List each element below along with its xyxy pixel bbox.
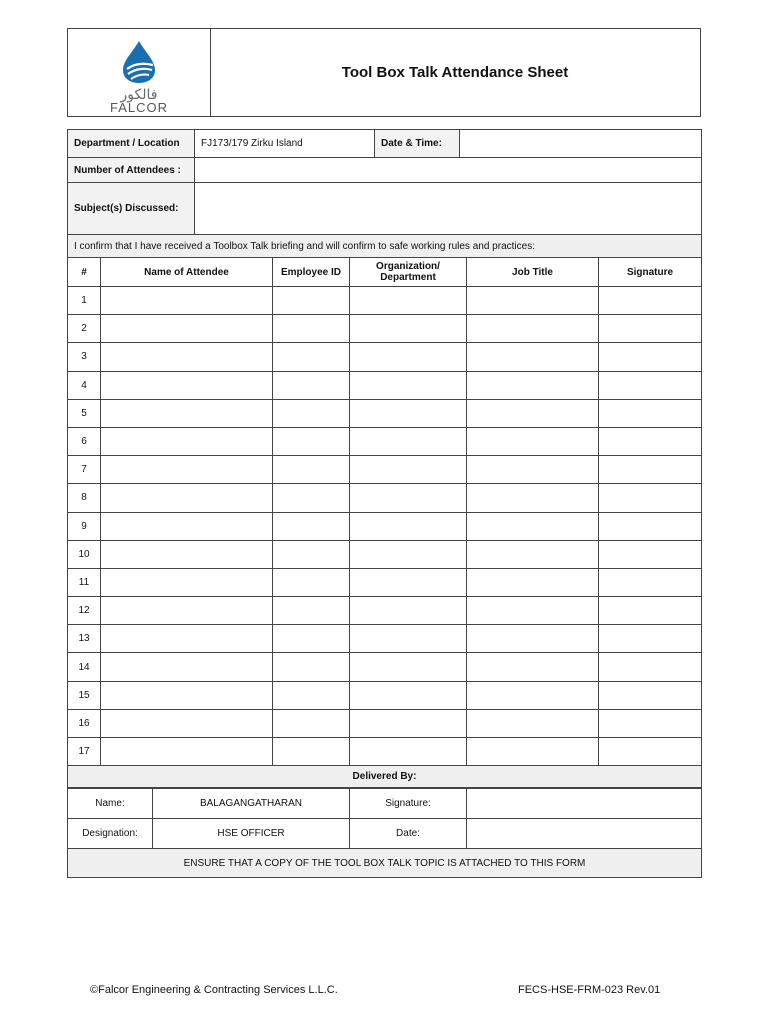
signature-cell[interactable]: [599, 681, 702, 709]
row-number: 11: [68, 568, 101, 596]
column-header: Signature: [599, 258, 702, 287]
organization-cell[interactable]: [350, 315, 467, 343]
job-title-cell[interactable]: [467, 315, 599, 343]
organization-cell[interactable]: [350, 540, 467, 568]
logo-text: FALCOR: [109, 100, 168, 115]
name-cell[interactable]: [101, 512, 273, 540]
table-row: [68, 738, 702, 766]
name-cell[interactable]: [101, 287, 273, 315]
table-row: [68, 371, 702, 399]
column-header: #: [68, 258, 101, 287]
employee-id-cell[interactable]: [273, 625, 350, 653]
job-title-cell[interactable]: [467, 597, 599, 625]
employee-id-cell[interactable]: [273, 287, 350, 315]
table-row: [68, 427, 702, 455]
organization-cell[interactable]: [350, 484, 467, 512]
organization-cell[interactable]: [350, 512, 467, 540]
row-number: 1: [68, 287, 101, 315]
job-title-cell[interactable]: [467, 681, 599, 709]
organization-cell[interactable]: [350, 427, 467, 455]
employee-id-cell[interactable]: [273, 540, 350, 568]
signature-label: Signature:: [350, 789, 467, 819]
table-row: [68, 681, 702, 709]
row-number: 17: [68, 738, 101, 766]
confirmation-statement: I confirm that I have received a Toolbox Talk briefing and will confirm to safe working rules and practices:: [68, 235, 702, 258]
row-number: 9: [68, 512, 101, 540]
logo-cell: [68, 29, 211, 116]
falcor-drop-icon: [119, 39, 159, 85]
table-row: [68, 653, 702, 681]
row-number: 6: [68, 427, 101, 455]
table-row: [68, 484, 702, 512]
employee-id-cell[interactable]: [273, 315, 350, 343]
subjects-field[interactable]: [195, 183, 702, 235]
row-number: 5: [68, 399, 101, 427]
employee-id-cell[interactable]: [273, 371, 350, 399]
organization-cell[interactable]: [350, 287, 467, 315]
employee-id-cell[interactable]: [273, 512, 350, 540]
column-header: Employee ID: [273, 258, 350, 287]
signature-cell[interactable]: [599, 427, 702, 455]
job-title-cell[interactable]: [467, 738, 599, 766]
signature-cell[interactable]: [599, 484, 702, 512]
job-title-cell[interactable]: [467, 568, 599, 596]
signature-cell[interactable]: [599, 709, 702, 737]
job-title-cell[interactable]: [467, 399, 599, 427]
date-time-field[interactable]: [460, 130, 702, 158]
row-number: 7: [68, 456, 101, 484]
employee-id-cell[interactable]: [273, 709, 350, 737]
attendees-field[interactable]: [195, 158, 702, 183]
signature-cell[interactable]: [599, 287, 702, 315]
job-title-cell[interactable]: [467, 625, 599, 653]
date-label: Date:: [350, 819, 467, 849]
name-cell[interactable]: [101, 484, 273, 512]
employee-id-cell[interactable]: [273, 597, 350, 625]
signature-cell[interactable]: [599, 597, 702, 625]
table-row: [68, 597, 702, 625]
name-cell[interactable]: [101, 315, 273, 343]
organization-cell[interactable]: [350, 456, 467, 484]
page-title: Tool Box Talk Attendance Sheet: [341, 64, 569, 81]
row-number: 14: [68, 653, 101, 681]
organization-cell[interactable]: [350, 681, 467, 709]
table-row: [68, 568, 702, 596]
name-cell[interactable]: [101, 343, 273, 371]
signature-cell[interactable]: [599, 738, 702, 766]
signature-cell[interactable]: [599, 625, 702, 653]
row-number: 15: [68, 681, 101, 709]
delivered-by-table: [67, 788, 702, 878]
delivered-by-header: Delivered By:: [68, 766, 702, 788]
designation-field[interactable]: HSE OFFICER: [153, 819, 350, 849]
table-row: [68, 456, 702, 484]
attendees-label: Number of Attendees :: [68, 158, 195, 183]
name-label: Name:: [68, 789, 153, 819]
table-row: [68, 399, 702, 427]
organization-cell[interactable]: [350, 343, 467, 371]
organization-cell[interactable]: [350, 738, 467, 766]
form-header: [67, 28, 701, 117]
name-cell[interactable]: [101, 371, 273, 399]
footer-form-code: FECS-HSE-FRM-023 Rev.01: [518, 984, 661, 996]
name-cell[interactable]: [101, 456, 273, 484]
date-field[interactable]: [467, 819, 702, 849]
job-title-cell[interactable]: [467, 512, 599, 540]
table-row: [68, 287, 702, 315]
employee-id-cell[interactable]: [273, 738, 350, 766]
row-number: 10: [68, 540, 101, 568]
signature-field[interactable]: [467, 789, 702, 819]
signature-cell[interactable]: [599, 512, 702, 540]
row-number: 16: [68, 709, 101, 737]
department-field[interactable]: FJ173/179 Zirku Island: [195, 130, 375, 158]
attendance-table: [67, 257, 702, 788]
logo-arabic-text: فالكور: [120, 86, 158, 102]
organization-cell[interactable]: [350, 625, 467, 653]
info-table: [67, 129, 702, 258]
column-header: Job Title: [467, 258, 599, 287]
employee-id-cell[interactable]: [273, 653, 350, 681]
employee-id-cell[interactable]: [273, 456, 350, 484]
row-number: 3: [68, 343, 101, 371]
signature-cell[interactable]: [599, 343, 702, 371]
organization-cell[interactable]: [350, 597, 467, 625]
organization-cell[interactable]: [350, 653, 467, 681]
organization-cell[interactable]: [350, 568, 467, 596]
attachment-notice: ENSURE THAT A COPY OF THE TOOL BOX TALK TOPIC IS ATTACHED TO THIS FORM: [68, 849, 702, 878]
name-cell[interactable]: [101, 568, 273, 596]
signature-cell[interactable]: [599, 540, 702, 568]
name-cell[interactable]: [101, 597, 273, 625]
signature-cell[interactable]: [599, 399, 702, 427]
designation-label: Designation:: [68, 819, 153, 849]
table-row: [68, 343, 702, 371]
organization-cell[interactable]: [350, 371, 467, 399]
signature-cell[interactable]: [599, 568, 702, 596]
name-field[interactable]: BALAGANGATHARAN: [153, 789, 350, 819]
table-row: [68, 540, 702, 568]
table-header-row: [68, 258, 702, 287]
job-title-cell[interactable]: [467, 287, 599, 315]
job-title-cell[interactable]: [467, 540, 599, 568]
employee-id-cell[interactable]: [273, 484, 350, 512]
signature-cell[interactable]: [599, 653, 702, 681]
employee-id-cell[interactable]: [273, 427, 350, 455]
date-time-label: Date & Time:: [375, 130, 460, 158]
table-row: [68, 709, 702, 737]
name-cell[interactable]: [101, 625, 273, 653]
row-number: 2: [68, 315, 101, 343]
table-row: [68, 512, 702, 540]
name-cell[interactable]: [101, 399, 273, 427]
name-cell[interactable]: [101, 427, 273, 455]
column-header: Organization/ Department: [350, 258, 467, 287]
column-header: Name of Attendee: [101, 258, 273, 287]
employee-id-cell[interactable]: [273, 343, 350, 371]
employee-id-cell[interactable]: [273, 568, 350, 596]
name-cell[interactable]: [101, 709, 273, 737]
name-cell[interactable]: [101, 653, 273, 681]
job-title-cell[interactable]: [467, 709, 599, 737]
subjects-label: Subject(s) Discussed:: [68, 183, 195, 235]
organization-cell[interactable]: [350, 709, 467, 737]
job-title-cell[interactable]: [467, 653, 599, 681]
footer-copyright: ©Falcor Engineering & Contracting Services L.L.C.: [90, 984, 338, 996]
name-cell[interactable]: [101, 738, 273, 766]
signature-cell[interactable]: [599, 456, 702, 484]
department-label: Department / Location: [68, 130, 195, 158]
job-title-cell[interactable]: [467, 484, 599, 512]
name-cell[interactable]: [101, 540, 273, 568]
job-title-cell[interactable]: [467, 456, 599, 484]
row-number: 4: [68, 371, 101, 399]
job-title-cell[interactable]: [467, 371, 599, 399]
employee-id-cell[interactable]: [273, 399, 350, 427]
row-number: 12: [68, 597, 101, 625]
job-title-cell[interactable]: [467, 343, 599, 371]
delivered-by-row: [68, 766, 702, 788]
employee-id-cell[interactable]: [273, 681, 350, 709]
table-row: [68, 625, 702, 653]
signature-cell[interactable]: [599, 371, 702, 399]
name-cell[interactable]: [101, 681, 273, 709]
job-title-cell[interactable]: [467, 427, 599, 455]
table-row: [68, 315, 702, 343]
row-number: 8: [68, 484, 101, 512]
organization-cell[interactable]: [350, 399, 467, 427]
row-number: 13: [68, 625, 101, 653]
signature-cell[interactable]: [599, 315, 702, 343]
